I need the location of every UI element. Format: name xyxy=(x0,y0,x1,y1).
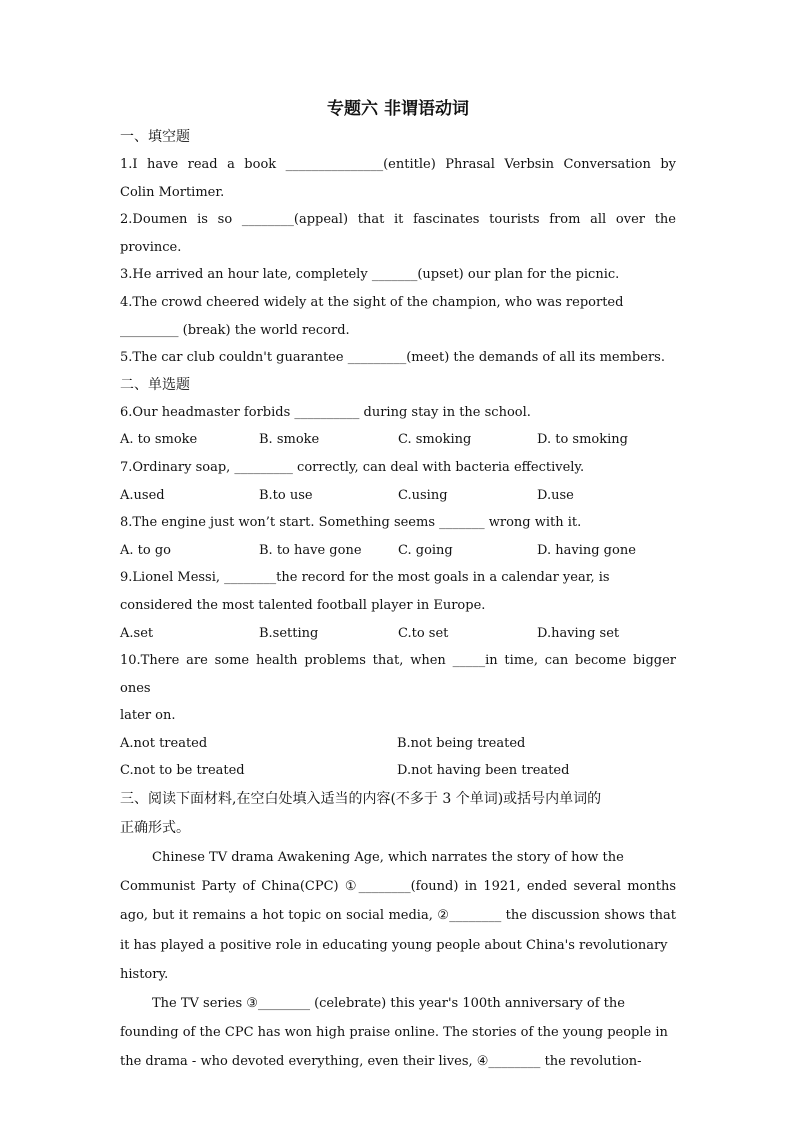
question-7-options xyxy=(120,482,676,510)
option-c: C. smoking xyxy=(398,432,472,448)
question-10-options-row-2 xyxy=(120,757,676,785)
option-b: B.not being treated xyxy=(397,735,526,751)
question-1-line-2: Colin Mortimer. xyxy=(120,184,225,200)
paragraph-line: Communist Party of China(CPC) ①________(found) in 1921, ended several months xyxy=(120,879,676,895)
option-d: D.not having been treated xyxy=(397,763,570,779)
paragraph-line: history. xyxy=(120,966,169,982)
question-2: 2.Doumen is so ________(appeal) that it fascinates tourists from all over the province. xyxy=(120,212,676,255)
paragraph-line: Chinese TV drama Awakening Age, which narrates the story of how the xyxy=(152,850,624,866)
option-b: B.to use xyxy=(259,487,313,503)
question-8-options xyxy=(120,537,676,565)
question-8: 8.The engine just won’t start. Something seems _______ wrong with it. xyxy=(120,515,582,531)
document-page xyxy=(120,96,676,1077)
question-9-line-1: 9.Lionel Messi, ________the record for the most goals in a calendar year, is xyxy=(120,570,610,586)
option-b: B. smoke xyxy=(259,432,320,448)
question-3: 3.He arrived an hour late, completely _______(upset) our plan for the picnic. xyxy=(120,267,620,283)
question-10-line-2: later on. xyxy=(120,708,176,724)
option-a: A.set xyxy=(120,625,154,641)
option-a: A. to go xyxy=(120,542,171,558)
question-10-options-row-1 xyxy=(120,730,676,758)
option-c: C.to set xyxy=(398,625,449,641)
question-4-line-1: 4.The crowd cheered widely at the sight of the champion, who was reported xyxy=(120,294,624,310)
question-10-line-1: 10.There are some health problems that, when _____in time, can become bigger ones xyxy=(120,653,676,696)
option-d: D. to smoking xyxy=(537,432,628,448)
option-a: A. to smoke xyxy=(120,432,198,448)
page-title: 专题六 非谓语动词 xyxy=(327,99,469,119)
question-6-options xyxy=(120,426,676,454)
question-6: 6.Our headmaster forbids __________ during stay in the school. xyxy=(120,404,531,420)
reading-paragraph-1 xyxy=(120,843,676,989)
option-b: B.setting xyxy=(259,625,319,641)
option-b: B. to have gone xyxy=(259,542,362,558)
option-c: C. going xyxy=(398,542,453,558)
question-4-line-2: _________ (break) the world record. xyxy=(120,322,350,338)
question-1-line-1: 1.I have read a book _______________(entitle) Phrasal Verbsin Conversation by xyxy=(120,157,676,172)
paragraph-line: the drama - who devoted everything, even their lives, ④________ the revolution- xyxy=(120,1054,642,1070)
section-heading-reading: 三、阅读下面材料,在空白处填入适当的内容(不多于 3 个单词)或括号内单词的 xyxy=(120,791,602,808)
question-9-line-2: considered the most talented football player in Europe. xyxy=(120,597,486,613)
option-c: C.not to be treated xyxy=(120,763,245,779)
question-5: 5.The car club couldn't guarantee _________(meet) the demands of all its members. xyxy=(120,350,665,366)
paragraph-line: founding of the CPC has won high praise online. The stories of the young people in xyxy=(120,1025,668,1041)
question-9-options xyxy=(120,620,676,648)
option-d: D.use xyxy=(537,487,574,503)
paragraph-line: it has played a positive role in educating young people about China's revolutionary xyxy=(120,937,668,953)
option-d: D. having gone xyxy=(537,542,636,558)
option-a: A.not treated xyxy=(120,735,208,751)
option-a: A.used xyxy=(120,487,165,503)
paragraph-line: The TV series ③________ (celebrate) this year's 100th anniversary of the xyxy=(152,996,625,1012)
option-c: C.using xyxy=(398,487,448,503)
reading-paragraph-2 xyxy=(120,989,676,1077)
section-heading-multiple-choice: 二、单选题 xyxy=(120,376,190,393)
section-heading-fill-blank: 一、填空题 xyxy=(120,129,190,145)
section-heading-reading-line-2: 正确形式。 xyxy=(120,820,190,837)
paragraph-line: ago, but it remains a hot topic on social media, ②________ the discussion shows that xyxy=(120,908,676,924)
option-d: D.having set xyxy=(537,625,620,641)
question-7: 7.Ordinary soap, _________ correctly, can deal with bacteria effectively. xyxy=(120,459,585,475)
